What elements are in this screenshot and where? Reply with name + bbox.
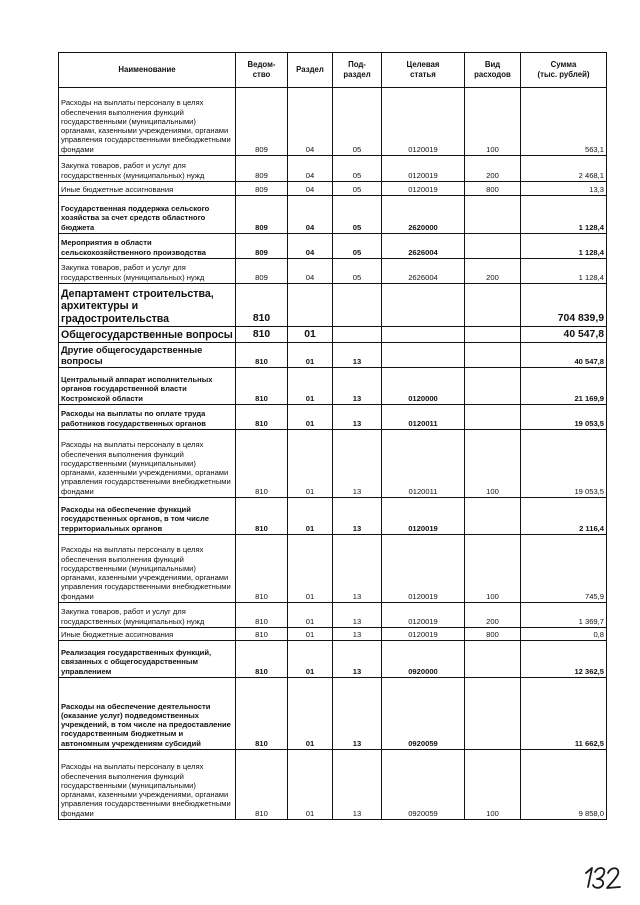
cell-vid-rashodov — [465, 405, 521, 430]
header-row — [59, 53, 607, 88]
header-razdel: Раздел — [288, 53, 333, 88]
cell-vedomstvo: 809 — [236, 88, 288, 156]
cell-vid-rashodov: 200 — [465, 603, 521, 628]
cell-vedomstvo: 809 — [236, 196, 288, 234]
cell-summa: 9 858,0 — [521, 750, 607, 820]
cell-razdel: 01 — [288, 430, 333, 498]
cell-name: Закупка товаров, работ и услуг для государственных (муниципальных) нужд — [59, 603, 236, 628]
cell-vedomstvo: 810 — [236, 535, 288, 603]
budget-table — [58, 52, 607, 820]
cell-vid-rashodov: 100 — [465, 88, 521, 156]
cell-vedomstvo: 810 — [236, 430, 288, 498]
cell-vedomstvo: 810 — [236, 284, 288, 327]
cell-vedomstvo: 810 — [236, 641, 288, 678]
cell-razdel: 04 — [288, 182, 333, 196]
cell-summa: 40 547,8 — [521, 327, 607, 343]
cell-summa: 11 662,5 — [521, 678, 607, 750]
cell-vedomstvo: 809 — [236, 156, 288, 182]
cell-celevaya-statya: 0120000 — [382, 368, 465, 405]
cell-razdel: 01 — [288, 535, 333, 603]
cell-name: Расходы на выплаты по оплате труда работников государственных органов — [59, 405, 236, 430]
cell-vid-rashodov: 100 — [465, 535, 521, 603]
table-row — [59, 343, 607, 368]
cell-vid-rashodov: 200 — [465, 259, 521, 284]
cell-celevaya-statya — [382, 343, 465, 368]
cell-celevaya-statya: 0120019 — [382, 535, 465, 603]
cell-razdel: 01 — [288, 327, 333, 343]
table-row — [59, 88, 607, 156]
cell-vedomstvo: 810 — [236, 368, 288, 405]
table-row — [59, 498, 607, 535]
cell-podrazdel: 05 — [333, 234, 382, 259]
table-row — [59, 628, 607, 641]
table-row — [59, 368, 607, 405]
cell-summa: 19 053,5 — [521, 405, 607, 430]
cell-razdel: 01 — [288, 498, 333, 535]
cell-vid-rashodov: 200 — [465, 156, 521, 182]
cell-name: Расходы на выплаты персоналу в целях обеспечения выполнения функций государственными (муниципальными) органами, казенными учреждениями, органами управления государственными внебюджетными фондами — [59, 750, 236, 820]
cell-vedomstvo: 810 — [236, 678, 288, 750]
cell-vid-rashodov — [465, 343, 521, 368]
cell-celevaya-statya: 0120011 — [382, 405, 465, 430]
cell-podrazdel: 05 — [333, 156, 382, 182]
cell-razdel: 04 — [288, 234, 333, 259]
cell-vedomstvo: 810 — [236, 405, 288, 430]
cell-vid-rashodov — [465, 641, 521, 678]
table-row — [59, 327, 607, 343]
cell-razdel: 01 — [288, 628, 333, 641]
cell-podrazdel: 13 — [333, 750, 382, 820]
cell-celevaya-statya: 2626004 — [382, 234, 465, 259]
cell-razdel: 04 — [288, 196, 333, 234]
cell-celevaya-statya: 0120019 — [382, 182, 465, 196]
cell-vedomstvo: 809 — [236, 182, 288, 196]
cell-name: Другие общегосударственные вопросы — [59, 343, 236, 368]
cell-celevaya-statya — [382, 327, 465, 343]
cell-vedomstvo: 810 — [236, 603, 288, 628]
cell-podrazdel: 13 — [333, 641, 382, 678]
cell-summa: 1 369,7 — [521, 603, 607, 628]
table-row — [59, 196, 607, 234]
table-row — [59, 535, 607, 603]
table-row — [59, 603, 607, 628]
cell-podrazdel: 13 — [333, 535, 382, 603]
cell-name: Расходы на обеспечение деятельности (оказание услуг) подведомственных учреждений, в том числе на предоставление государственным бюджетным и автономным учреждениям субсидий — [59, 678, 236, 750]
cell-celevaya-statya: 2626004 — [382, 259, 465, 284]
cell-vid-rashodov — [465, 368, 521, 405]
cell-name: Закупка товаров, работ и услуг для государственных (муниципальных) нужд — [59, 156, 236, 182]
header-podrazdel: Под- раздел — [333, 53, 382, 88]
cell-name: Центральный аппарат исполнительных органов государственной власти Костромской области — [59, 368, 236, 405]
table-row — [59, 284, 607, 327]
cell-name: Иные бюджетные ассигнования — [59, 182, 236, 196]
cell-name: Закупка товаров, работ и услуг для государственных (муниципальных) нужд — [59, 259, 236, 284]
header-vid-rashodov: Вид расходов — [465, 53, 521, 88]
cell-summa: 0,8 — [521, 628, 607, 641]
cell-razdel — [288, 284, 333, 327]
cell-razdel: 01 — [288, 603, 333, 628]
cell-razdel: 01 — [288, 368, 333, 405]
cell-summa: 21 169,9 — [521, 368, 607, 405]
cell-razdel: 01 — [288, 405, 333, 430]
cell-summa: 704 839,9 — [521, 284, 607, 327]
cell-razdel: 04 — [288, 88, 333, 156]
cell-celevaya-statya — [382, 284, 465, 327]
cell-celevaya-statya: 2620000 — [382, 196, 465, 234]
cell-podrazdel: 13 — [333, 405, 382, 430]
cell-celevaya-statya: 0120019 — [382, 603, 465, 628]
cell-celevaya-statya: 0120019 — [382, 88, 465, 156]
cell-podrazdel: 13 — [333, 678, 382, 750]
cell-vedomstvo: 809 — [236, 234, 288, 259]
cell-name: Расходы на выплаты персоналу в целях обеспечения выполнения функций государственными (муниципальными) органами, казенными учреждениями, органами управления государственными внебюджетными фондами — [59, 88, 236, 156]
header-celevaya-statya: Целевая статья — [382, 53, 465, 88]
cell-summa: 1 128,4 — [521, 259, 607, 284]
cell-vid-rashodov — [465, 284, 521, 327]
cell-summa: 40 547,8 — [521, 343, 607, 368]
table-row — [59, 182, 607, 196]
cell-name: Мероприятия в области сельскохозяйственного производства — [59, 234, 236, 259]
table-row — [59, 678, 607, 750]
cell-name: Государственная поддержка сельского хозяйства за счет средств областного бюджета — [59, 196, 236, 234]
table-row — [59, 156, 607, 182]
cell-summa: 1 128,4 — [521, 234, 607, 259]
cell-razdel: 04 — [288, 156, 333, 182]
cell-celevaya-statya: 0120011 — [382, 430, 465, 498]
cell-podrazdel: 05 — [333, 88, 382, 156]
cell-celevaya-statya: 0920059 — [382, 750, 465, 820]
header-vedomstvo: Ведом- ство — [236, 53, 288, 88]
table-row — [59, 641, 607, 678]
table-row — [59, 259, 607, 284]
header-summa: Сумма (тыс. рублей) — [521, 53, 607, 88]
cell-podrazdel — [333, 284, 382, 327]
cell-celevaya-statya: 0920000 — [382, 641, 465, 678]
cell-podrazdel: 13 — [333, 603, 382, 628]
cell-vid-rashodov: 100 — [465, 430, 521, 498]
cell-podrazdel: 05 — [333, 182, 382, 196]
cell-summa: 1 128,4 — [521, 196, 607, 234]
cell-podrazdel: 13 — [333, 498, 382, 535]
cell-name: Общегосударственные вопросы — [59, 327, 236, 343]
cell-celevaya-statya: 0920059 — [382, 678, 465, 750]
cell-vid-rashodov: 100 — [465, 750, 521, 820]
cell-podrazdel: 13 — [333, 628, 382, 641]
cell-name: Расходы на обеспечение функций государственных органов, в том числе территориальных органов — [59, 498, 236, 535]
cell-summa: 2 116,4 — [521, 498, 607, 535]
cell-summa: 745,9 — [521, 535, 607, 603]
table-row — [59, 405, 607, 430]
handwritten-page-number — [580, 861, 626, 891]
cell-celevaya-statya: 0120019 — [382, 498, 465, 535]
cell-podrazdel — [333, 327, 382, 343]
cell-summa: 2 468,1 — [521, 156, 607, 182]
cell-podrazdel: 13 — [333, 343, 382, 368]
cell-vedomstvo: 810 — [236, 343, 288, 368]
cell-razdel: 01 — [288, 641, 333, 678]
cell-vid-rashodov: 800 — [465, 182, 521, 196]
cell-razdel: 01 — [288, 343, 333, 368]
cell-vedomstvo: 810 — [236, 327, 288, 343]
cell-vedomstvo: 810 — [236, 750, 288, 820]
cell-name: Реализация государственных функций, связанных с общегосударственным управлением — [59, 641, 236, 678]
cell-podrazdel: 13 — [333, 430, 382, 498]
cell-vid-rashodov — [465, 327, 521, 343]
cell-vedomstvo: 810 — [236, 498, 288, 535]
cell-celevaya-statya: 0120019 — [382, 156, 465, 182]
cell-vid-rashodov — [465, 196, 521, 234]
table-row — [59, 430, 607, 498]
cell-podrazdel: 13 — [333, 368, 382, 405]
cell-podrazdel: 05 — [333, 259, 382, 284]
cell-summa: 563,1 — [521, 88, 607, 156]
cell-summa: 13,3 — [521, 182, 607, 196]
header-name: Наименование — [59, 53, 236, 88]
cell-summa: 19 053,5 — [521, 430, 607, 498]
cell-summa: 12 362,5 — [521, 641, 607, 678]
table-row — [59, 234, 607, 259]
cell-name: Департамент строительства, архитектуры и градостроительства — [59, 284, 236, 327]
cell-vid-rashodov — [465, 498, 521, 535]
cell-vedomstvo: 809 — [236, 259, 288, 284]
cell-name: Расходы на выплаты персоналу в целях обеспечения выполнения функций государственными (муниципальными) органами, казенными учреждениями, органами управления государственными внебюджетными фондами — [59, 535, 236, 603]
cell-vid-rashodov — [465, 234, 521, 259]
cell-vid-rashodov — [465, 678, 521, 750]
cell-vedomstvo: 810 — [236, 628, 288, 641]
cell-name: Иные бюджетные ассигнования — [59, 628, 236, 641]
cell-podrazdel: 05 — [333, 196, 382, 234]
cell-razdel: 04 — [288, 259, 333, 284]
cell-razdel: 01 — [288, 678, 333, 750]
cell-name: Расходы на выплаты персоналу в целях обеспечения выполнения функций государственными (муниципальными) органами, казенными учреждениями, органами управления государственными внебюджетными фондами — [59, 430, 236, 498]
cell-razdel: 01 — [288, 750, 333, 820]
cell-vid-rashodov: 800 — [465, 628, 521, 641]
table-row — [59, 750, 607, 820]
cell-celevaya-statya: 0120019 — [382, 628, 465, 641]
